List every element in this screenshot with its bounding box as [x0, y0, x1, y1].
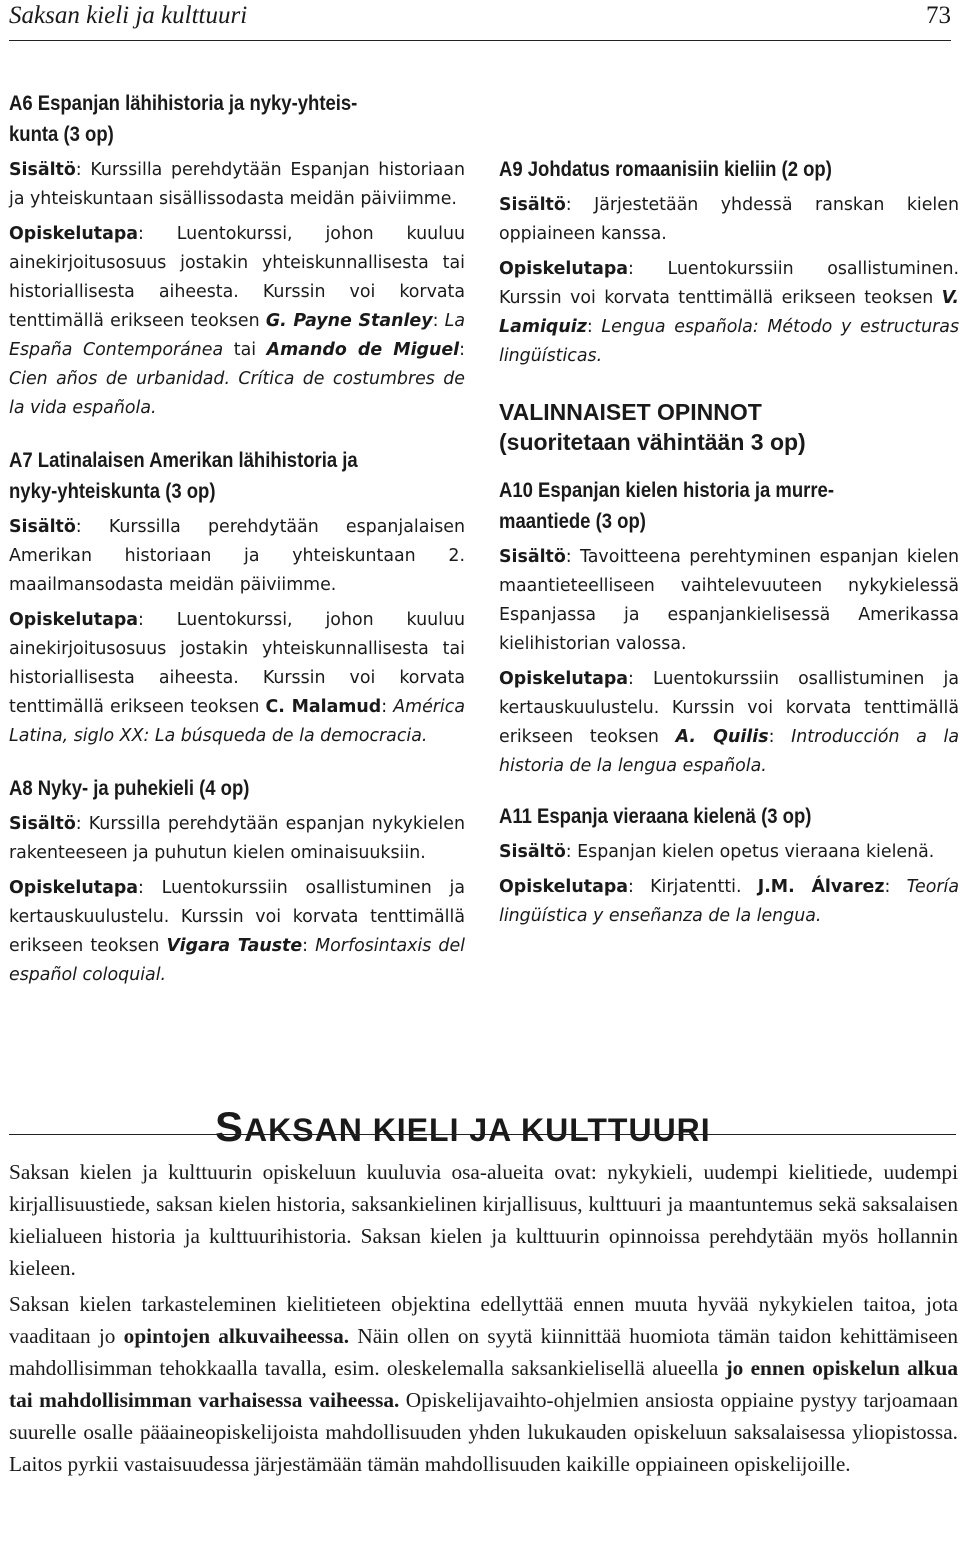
page-number: 73 — [926, 2, 951, 29]
course-content: Sisältö: Espanjan kielen opetus vieraana kielenä. — [499, 842, 935, 862]
left-column — [9, 80, 465, 990]
section-paragraph-1: Saksan kielen ja kulttuurin opiskeluun kuuluvia osa-alueita ovat: nykykieli, uudempi kielitiede, uudempi kirjallisuustiede, saksan kielen historia, saksankielinen kirjallisuus, kulttuuri ja maantuntemus sekä saksalaisen kielialueen historia ja kulttuurihistoria. Saksan kielen ja kulttuurin opinnoissa perehdytään myös hollannin kieleen. — [9, 1160, 958, 1280]
course-a11 — [499, 801, 959, 931]
course-title: A8 Nyky- ja puhekieli (4 op) — [9, 776, 250, 800]
running-title: Saksan kieli ja kulttuuri — [9, 2, 248, 29]
course-a8 — [9, 773, 465, 990]
course-title: A7 Latinalaisen Amerikan lähihistoria ja nyky-yhteiskunta (3 op) — [9, 448, 358, 503]
optional-heading-line1: VALINNAISET OPINNOT — [499, 399, 762, 425]
course-method: Opiskelutapa: Luentokurssi, johon kuuluu ainekirjoitusosuus jostakin yhteiskunnallisesta tai historiallisesta aiheesta. Kurssin voi korvata tenttimällä erikseen teoksen G. Payne Stanley: La España Contemporánea tai Amando de Miguel: Cien años de urbanidad. Crítica de costumbres de la vida española. — [9, 224, 465, 418]
course-content: Sisältö: Kurssilla perehdytään espanjan nykykielen rakenteeseen ja puhutun kielen ominaisuuksiin. — [9, 814, 465, 863]
optional-heading-line2: (suoritetaan vähintään 3 op) — [499, 429, 806, 455]
course-method: Opiskelutapa: Luentokurssiin osallistuminen. Kurssin voi korvata tenttimällä erikseen teoksen V. Lamiquiz: Lengua española: Método y estructuras lingüísticas. — [499, 259, 959, 366]
course-method: Opiskelutapa: Kirjatentti. J.M. Álvarez: Teoría lingüística y enseñanza de la lengua. — [499, 877, 960, 926]
course-content: Sisältö: Järjestetään yhdessä ranskan kielen oppiaineen kanssa. — [499, 195, 959, 244]
course-content: Sisältö: Kurssilla perehdytään Espanjan historiaan ja yhteiskuntaan sisällissodasta meidän päiviimme. — [9, 160, 465, 209]
course-a7 — [9, 445, 465, 751]
course-method: Opiskelutapa: Luentokurssi, johon kuuluu ainekirjoitusosuus jostakin yhteiskunnallisesta tai historiallisesta aiheesta. Kurssin voi korvata tenttimällä erikseen teoksen C. Malamud: América Latina, siglo XX: La búsqueda de la democracia. — [9, 610, 465, 746]
course-title: A9 Johdatus romaanisiin kieliin (2 op) — [499, 157, 832, 181]
optional-studies-heading — [499, 397, 959, 457]
course-title: A11 Espanja vieraana kielenä (3 op) — [499, 804, 812, 828]
course-content: Sisältö: Kurssilla perehdytään espanjalaisen Amerikan historiaan ja yhteiskuntaan 2. maailmansodasta meidän päiviimme. — [9, 517, 465, 595]
section-body — [9, 1156, 958, 1484]
course-a10 — [499, 475, 959, 781]
course-title: A6 Espanjan lähihistoria ja nyky-yhteis- kunta (3 op) — [9, 91, 358, 146]
section-title: SAKSAN KIELI JA KULTTUURI — [215, 1103, 711, 1151]
course-content: Sisältö: Tavoitteena perehtyminen espanjan kielen maantieteelliseen vaihtelevuuteen nykykielessä Espanjassa ja espanjankielisessä Amerikassa kielihistorian valossa. — [499, 547, 959, 654]
section-divider — [9, 1134, 956, 1135]
course-method: Opiskelutapa: Luentokurssiin osallistuminen ja kertauskuulustelu. Kurssin voi korvata tenttimällä erikseen teoksen A. Quilis: Introducción a la historia de la lengua española. — [499, 669, 960, 776]
course-a9 — [499, 154, 959, 371]
course-title: A10 Espanjan kielen historia ja murre- maantiede (3 op) — [499, 478, 834, 533]
page-header — [9, 0, 951, 41]
course-method: Opiskelutapa: Luentokurssiin osallistuminen ja kertauskuulustelu. Kurssin voi korvata tenttimällä erikseen teoksen Vigara Tauste: Morfosintaxis del español coloquial. — [9, 878, 465, 985]
right-column — [499, 120, 959, 931]
course-a6 — [9, 88, 465, 423]
section-paragraph-2: Saksan kielen tarkasteleminen kielitieteen objektina edellyttää ennen muuta hyvää nykykielen taitoa, jota vaaditaan jo opintojen alkuvaiheessa. Näin ollen on syytä kiinnittää huomiota tämän taidon kehittämiseen mahdollisimman tehokkaalla tavalla, esim. oleskelemalla saksankielisellä alueella jo ennen opiskelun alkua tai mahdollisimman varhaisessa vaiheessa. Opiskelijavaihto-ohjelmien ansiosta oppiaine pystyy tarjoamaan suurelle osalle pääaineopiskelijoista mahdollisuuden yhden lukukauden opiskeluun saksalaisessa yliopistossa. Laitos pyrkii vastaisuudessa järjestämään tämän mahdollisuuden kaikille oppiaineen opiskelijoille. — [9, 1292, 959, 1476]
